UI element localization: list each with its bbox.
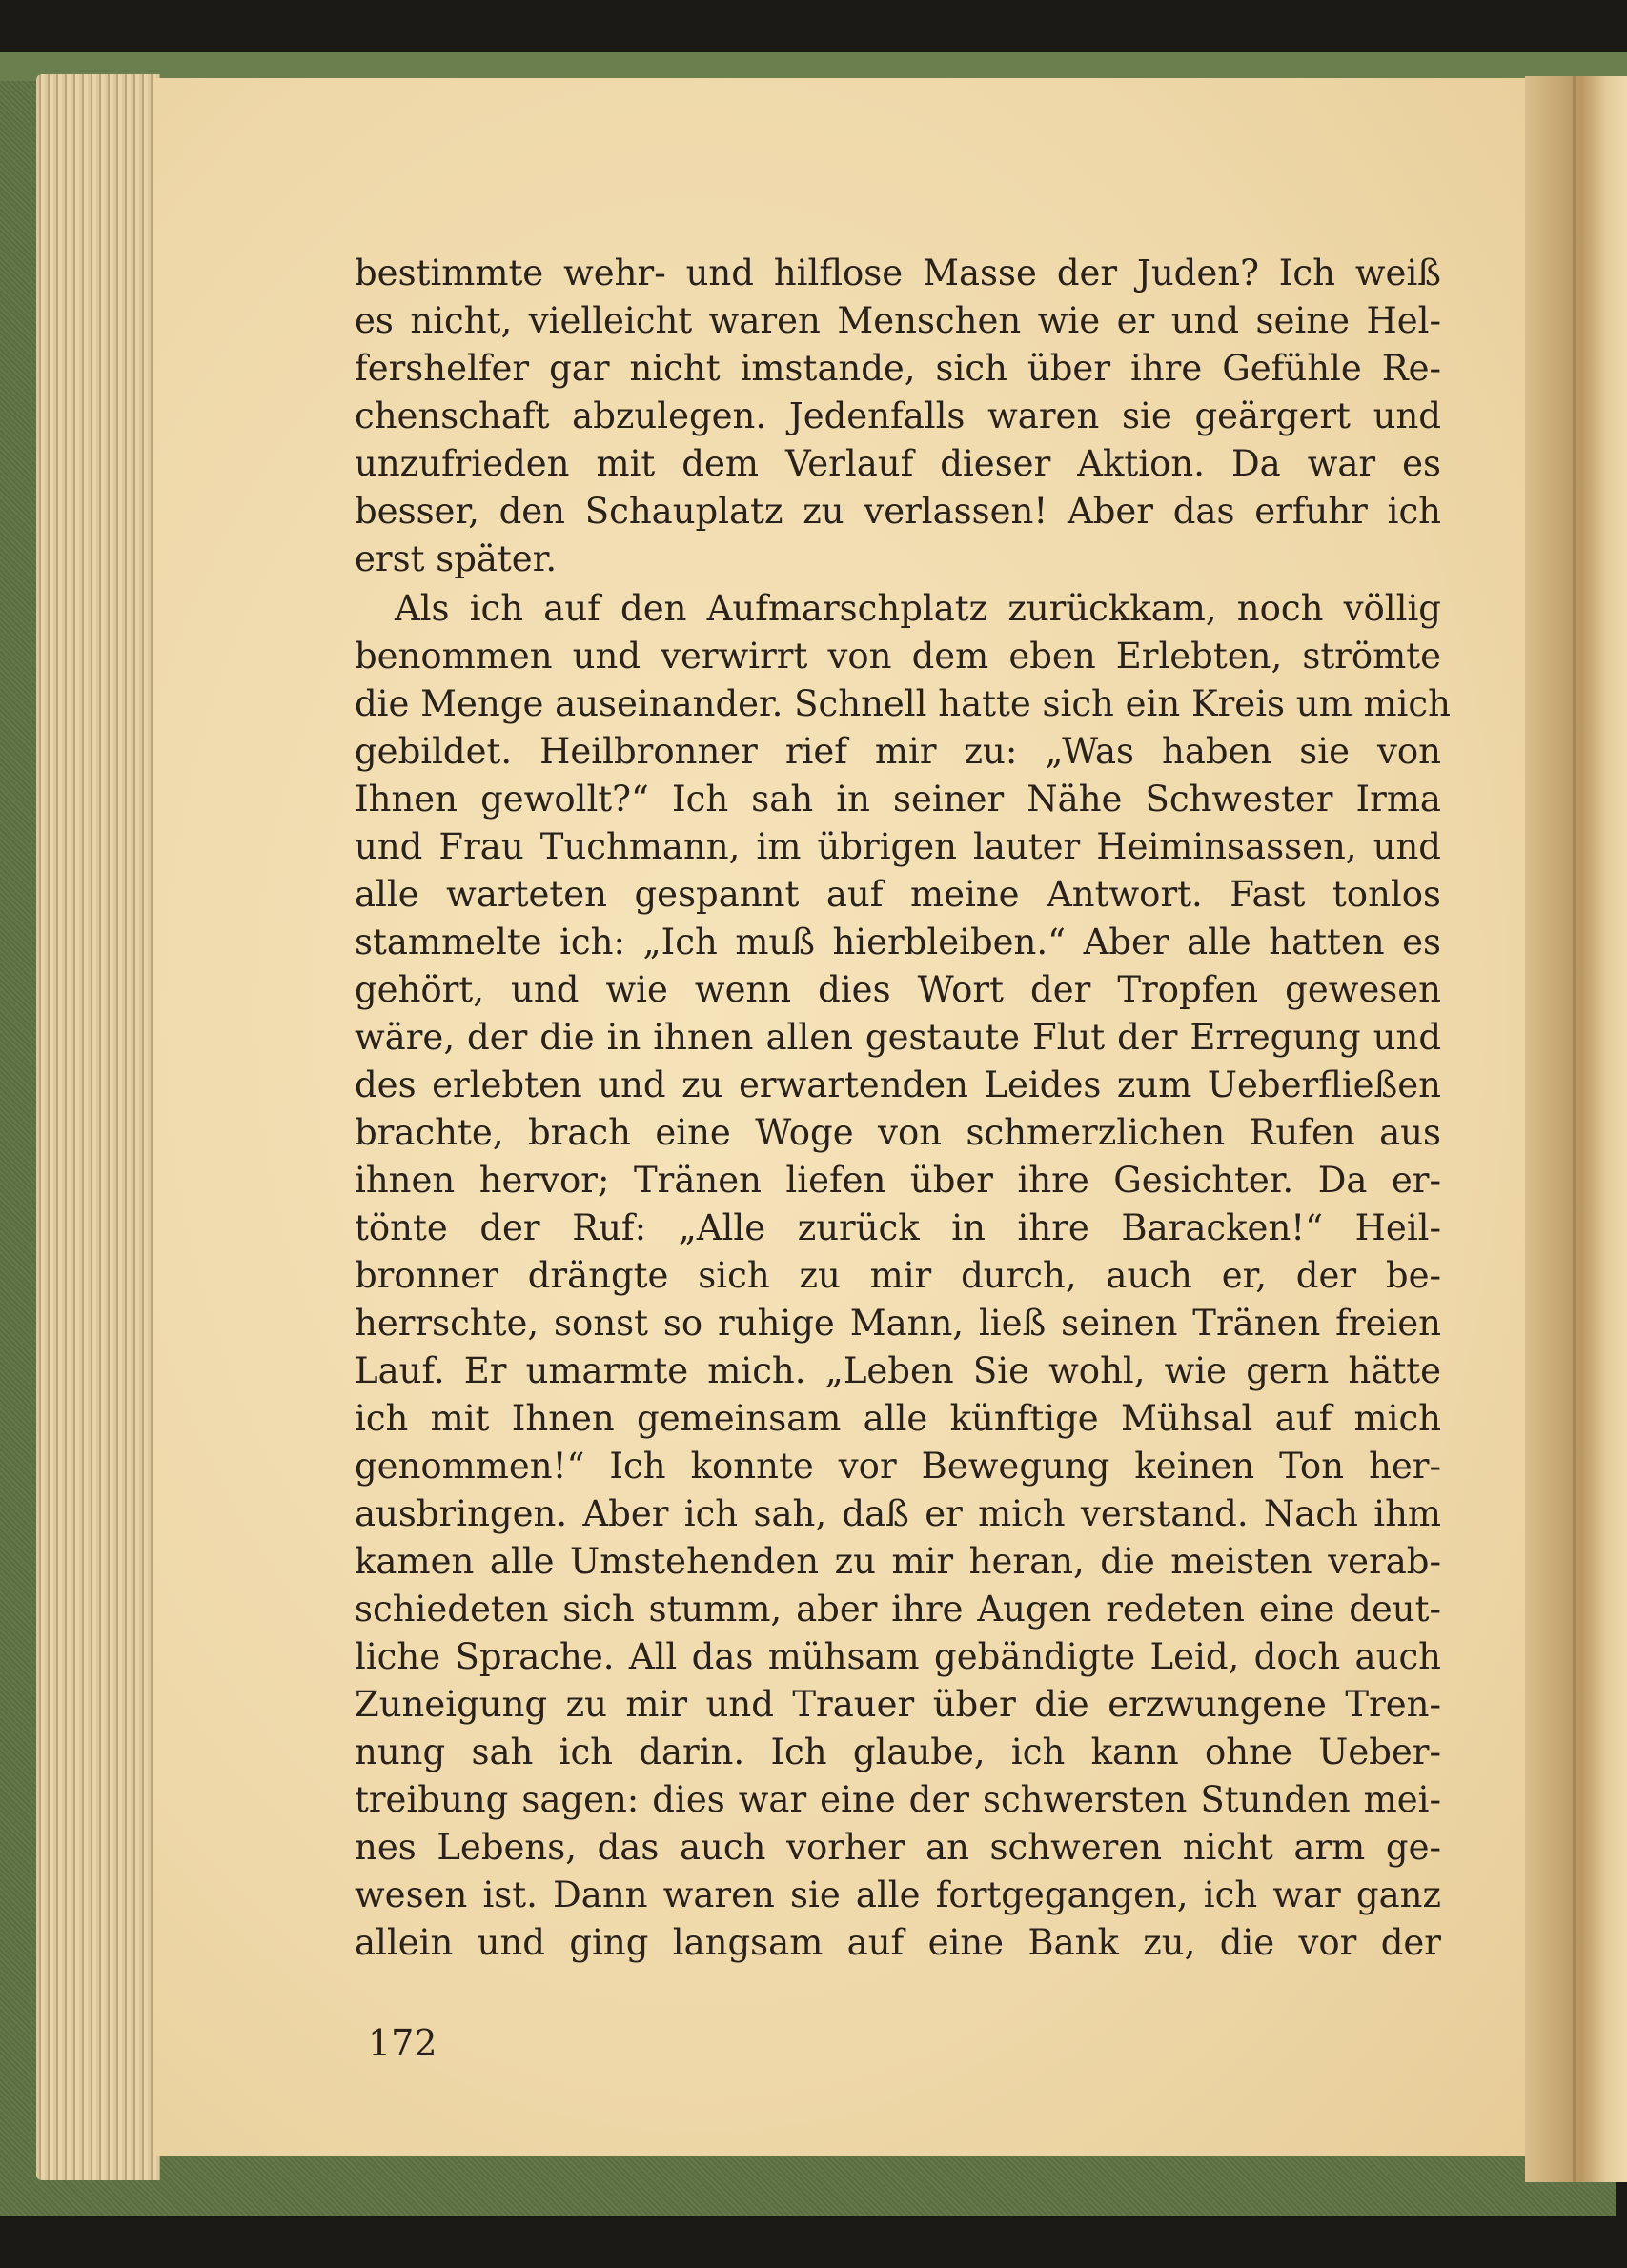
text-line: bestimmte wehr- und hilflose Masse der Juden? Ich weiß [355,253,1441,294]
text-line: schiedeten sich stumm, aber ihre Augen redeten eine deut- [355,1589,1441,1630]
text-line: bronner drängte sich zu mir durch, auch er, der be- [355,1255,1441,1296]
text-line: liche Sprache. All das mühsam gebändigte Leid, doch auch [355,1636,1441,1677]
page-number: 172 [368,2022,437,2064]
text-line: und Frau Tuchmann, im übrigen lauter Heiminsassen, und [355,826,1441,867]
gutter-shadow [1573,76,1576,2182]
text-line: ich mit Ihnen gemeinsam alle künftige Mühsal auf mich [355,1398,1441,1439]
text-line: genommen!“ Ich konnte vor Bewegung keinen Ton her- [355,1446,1441,1487]
text-line: besser, den Schauplatz zu verlassen! Aber das erfuhr ich [355,491,1441,532]
text-line: wesen ist. Dann waren sie alle fortgegangen, ich war ganz [355,1874,1441,1915]
cover-top-edge [0,52,1627,81]
text-line: chenschaft abzulegen. Jedenfalls waren sie geärgert und [355,395,1441,436]
text-line: erst später. [355,538,558,579]
text-line: treibung sagen: dies war eine der schwersten Stunden mei- [355,1779,1441,1820]
text-line: unzufrieden mit dem Verlauf dieser Aktion. Da war es [355,443,1441,484]
text-line: es nicht, vielleicht waren Menschen wie er und seine Hel- [355,300,1441,341]
text-line: kamen alle Umstehenden zu mir heran, die meisten verab- [355,1541,1441,1582]
text-line: ihnen hervor; Tränen liefen über ihre Gesichter. Da er- [355,1160,1441,1201]
text-line: Ihnen gewollt?“ Ich sah in seiner Nähe Schwester Irma [355,779,1441,820]
stacked-page-edges [36,74,160,2180]
text-line: ausbringen. Aber ich sah, daß er mich verstand. Nach ihm [355,1493,1441,1534]
text-line: Lauf. Er umarmte mich. „Leben Sie wohl, wie gern hätte [355,1350,1441,1391]
text-line: allein und ging langsam auf eine Bank zu, die vor der [355,1922,1441,1963]
text-line: alle warteten gespannt auf meine Antwort. Fast tonlos [355,874,1441,915]
text-line: des erlebten und zu erwartenden Leides zum Ueberfließen [355,1064,1441,1105]
text-line: nes Lebens, das auch vorher an schweren nicht arm ge- [355,1827,1441,1868]
text-line: Zuneigung zu mir und Trauer über die erzwungene Tren- [355,1684,1441,1725]
text-line: gehört, und wie wenn dies Wort der Tropfen gewesen [355,969,1441,1010]
text-line: wäre, der die in ihnen allen gestaute Flut der Erregung und [355,1017,1441,1058]
text-line: brachte, brach eine Woge von schmerzlichen Rufen aus [355,1112,1441,1153]
text-line: die Menge auseinander. Schnell hatte sich ein Kreis um mich [355,683,1451,724]
paragraph-first-line: Als ich auf den Aufmarschplatz zurückkam, noch völlig [395,588,1441,629]
text-line: stammelte ich: „Ich muß hierbleiben.“ Aber alle hatten es [355,921,1441,962]
text-line: tönte der Ruf: „Alle zurück in ihre Baracken!“ Heil- [355,1207,1441,1248]
text-line: benommen und verwirrt von dem eben Erlebten, strömte [355,636,1441,677]
text-line: fershelfer gar nicht imstande, sich über ihre Gefühle Re- [355,348,1441,389]
text-line: herrschte, sonst so ruhige Mann, ließ seinen Tränen freien [355,1303,1441,1344]
text-line: nung sah ich darin. Ich glaube, ich kann ohne Ueber- [355,1731,1441,1772]
text-line: gebildet. Heilbronner rief mir zu: „Was haben sie von [355,731,1441,772]
